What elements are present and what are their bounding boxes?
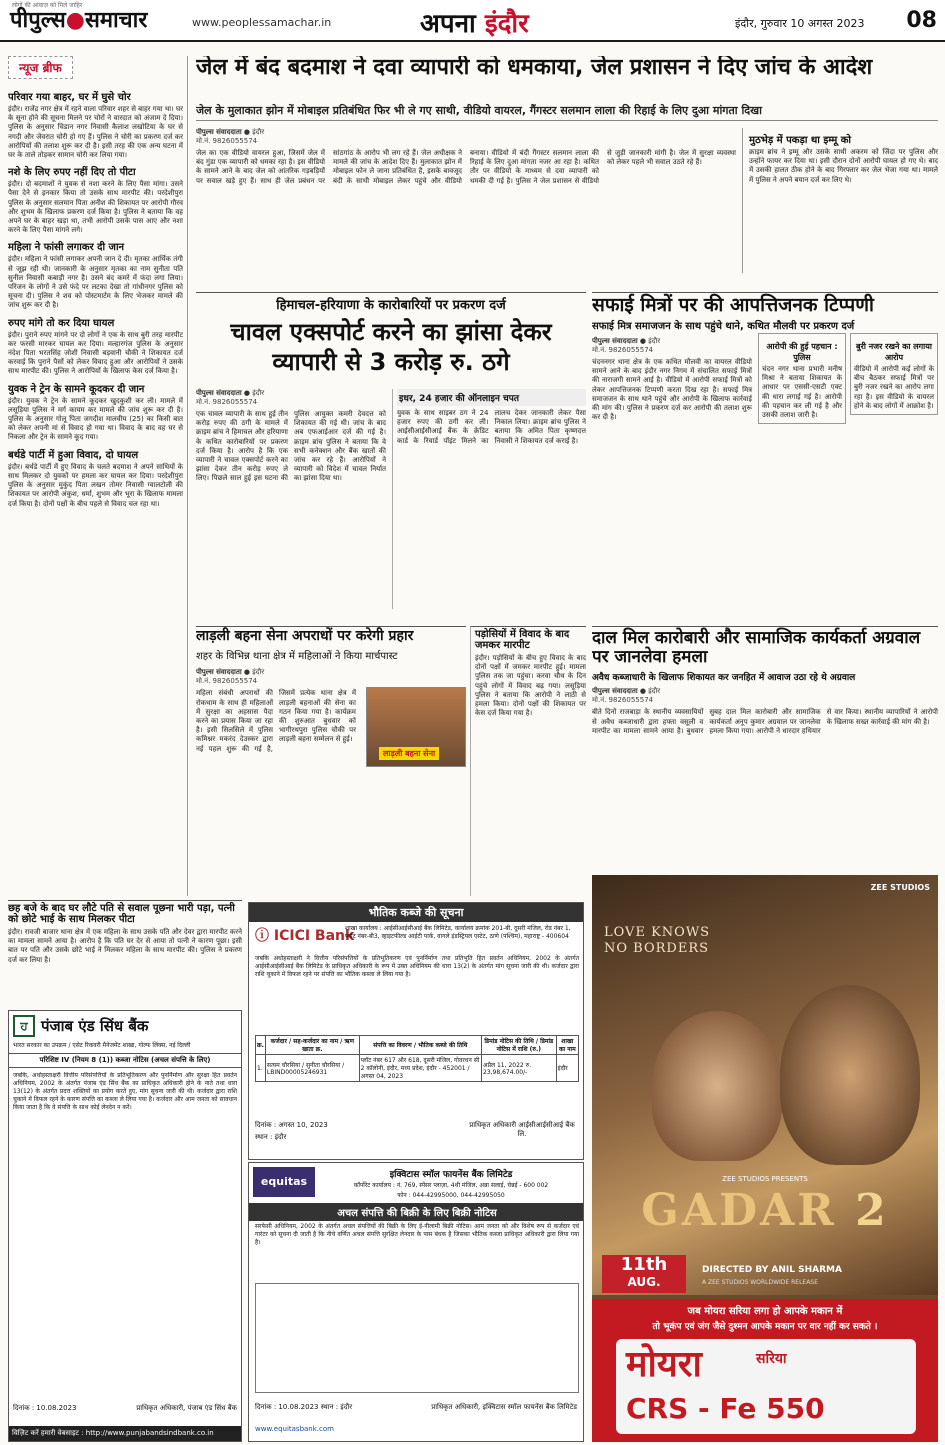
ladli-photo xyxy=(366,687,466,767)
rice-story-byline: पीपुल्स संवाददाता ● इंदौर xyxy=(196,389,265,397)
icici-cell: अप्रैल 11, 2022 रु. 23,98,674.00/- xyxy=(482,1055,557,1082)
equitas-date-place: दिनांक : 10.08.2023 स्थान : इंदौर xyxy=(255,1403,353,1411)
ladli-story-body: महिला संबंधी अपराधों की रोकथाम के साथ ही महिलाओं में सुरक्षा का अहसास पैदा करने का प्रयास किया जा रहा है। इसी सिलसिले में पुलिस कमिश्नर मकरंद देउस्कर द्वारा नई पहल शुरू की गई है, जिसमें प्रत्येक थाना क्षेत्र में लाड़ली बहनाओं की सेना का गठन किया गया है। कार्यक्रम की शुरुआत बुधवार को भागीरथपुरा पुलिस चौकी पर लाड़ली बहना सम्मेलन से हुई। xyxy=(196,689,356,753)
safai-box1-head: आरोपी की हुई पहचान : पुलिस xyxy=(766,342,838,362)
ladli-story-mobile: मो.नं. 9826055574 xyxy=(196,677,258,686)
byline-org: पीपुल्स संवाददाता xyxy=(196,389,242,397)
byline-city: इंदौर xyxy=(648,337,661,345)
byline-city: इंदौर xyxy=(648,687,661,696)
gadar2-release-day: 11th xyxy=(620,1254,668,1275)
jail-story-byline: पीपुल्स संवाददाता ● इंदौर xyxy=(196,128,265,136)
byline-city: इंदौर xyxy=(252,668,265,677)
jail-story-body-box xyxy=(196,128,736,268)
byline-org: पीपुल्स संवाददाता xyxy=(592,337,638,345)
dal-story-mobile: मो.नं. 9826055574 xyxy=(592,696,654,705)
icici-cell: 1. xyxy=(256,1055,266,1082)
safai-box1-body: चंदन नगर थाना प्रभारी मनीष मिश्रा ने बताया शिकायत के आधार पर एससी-एसटी एक्ट की धारा लगाई गई है। आरोपी की पहचान कर ली गई है और उसकी तलाश जारी है। xyxy=(762,365,842,420)
brand-separator: ● xyxy=(65,7,85,33)
jail-story-mobile: मो.नं. 9826055574 xyxy=(196,137,258,145)
equitas-sign: प्राधिकृत अधिकारी, इक्विटास स्मॉल फायनेंस बैंक लिमिटेड xyxy=(431,1403,577,1411)
dal-story xyxy=(592,626,938,871)
brief-title: नशे के लिए रुपए नहीं दिए तो पीटा xyxy=(8,167,136,179)
equitas-company: इक्विटास स्मॉल फायनेंस बैंक लिमिटेड xyxy=(389,1170,513,1180)
brief-body: इंदौर। पुराने रुपए मांगने पर दो लोगों ने एक के साथ बुरी तरह मारपीट कर फरसी मारकर घायल कर दिया। मल्हारगंज पुलिस के अनुसार नंदेश पिता भरतसिंह जोशी निवासी बड़वानी चौकी ने शिकायत दर्ज करवाई कि पुराने पैसों को लेकर विवाद हुआ और आरोपियों ने उसके साथ मारपीट की। पुलिस ने आरोपियों के खिलाफ केस दर्ज किया है। xyxy=(8,330,183,376)
equitas-body: सरफेसी अधिनियम, 2002 के अंतर्गत अचल संपत्तियों की बिक्री के लिए ई-नीलामी बिक्री नोटिस। आम जनता को और विशेष रूप से कर्जदार एवं गारंटर को सूचना दी जाती है कि नीचे वर्णित अचल संपत्ति सुरक्षित लेनदार के पास बंधक है जिसका भौतिक कब्जा प्राधिकृत अधिकारी द्वारा लिया गया है। xyxy=(255,1223,579,1246)
moira-ad xyxy=(592,1299,938,1442)
gadar2-presents: ZEE STUDIOS PRESENTS xyxy=(722,1175,808,1183)
gadar2-studio-tag: ZEE STUDIOS xyxy=(870,883,930,892)
jail-story-headline: जेल में बंद बदमाश ने दवा व्यापारी को धमकाया, जेल प्रशासन ने दिए जांच के आदेश xyxy=(196,56,873,80)
equitas-office: कॉर्पोरेट कार्यालय : नं. 769, स्पेंसर प्लाज़ा, 4थी मंजिल, अन्ना सलाई, चेन्नई - 600 002 xyxy=(353,1182,549,1189)
brand-logo xyxy=(10,4,147,34)
rice-sidebar-head: इधर, 24 हजार की ऑनलाइन चपत xyxy=(397,389,586,406)
dal-story-deck: अवैध कब्जाधारी के खिलाफ शिकायत कर जनहित में आवाज उठा रहे थे अग्रवाल xyxy=(592,673,856,684)
gadar2-tagline-2: NO BORDERS xyxy=(604,941,710,956)
wife-story xyxy=(8,900,242,1006)
icici-body: जबकि अधोहस्ताक्षरी ने वित्तीय परिसंपत्तियों के प्रतिभूतिकरण एवं पुनर्निर्माण तथा प्रतिभूति हित प्रवर्तन अधिनियम, 2002 के अंतर्गत आईसीआईसीआई बैंक लिमिटेड के प्राधिकृत अधिकारी के रूप में उक्त अधिनियम की धारा 13(2) के अंतर्गत मांग सूचना जारी की थी। कर्जदार द्वारा राशि चुकाने में विफल रहने पर संपत्ति का भौतिक कब्जा ले लिया गया है। xyxy=(255,955,579,978)
gadar2-ad xyxy=(592,875,938,1442)
page-number: 08 xyxy=(906,8,937,33)
icici-col-header: डिमांड नोटिस की तिथि / डिमांड नोटिस में राशि (रु.) xyxy=(482,1036,557,1055)
section-title xyxy=(420,4,529,40)
ladli-story xyxy=(196,626,466,896)
dal-story-body: बीते दिनों राजबाड़ा के स्थानीय व्यवसायियों से अवैध कब्जाधारी द्वारा हफ्ता वसूली व मारपीट का मामला सामने आया है। बुधवार सुबह दाल मिल कारोबारी और सामाजिक कार्यकर्ता अनूप कुमार अग्रवाल पर जानलेवा हमला किया गया। आरोपी ने धारदार हथियार से वार किया। स्थानीय व्यापारियों ने आरोपी के खिलाफ सख्त कार्रवाई की मांग की है। xyxy=(592,708,938,735)
jail-story-headline-box xyxy=(196,56,938,100)
rice-sidebar-body: युवक के साथ साइबर ठग ने 24 हजार रुपए की ठगी कर ली। आईसीआईसीआई बैंक के क्रेडिट कार्ड के रिवार्ड पॉइंट मिलने का लालच देकर जानकारी लेकर पैसा निकाल लिया। क्राइम ब्रांच पुलिस ने बताया कि अमित पिता कृष्णदत्त निवासी ने शिकायत दर्ज कराई है। xyxy=(397,409,586,445)
brief-title: महिला ने फांसी लगाकर दी जान xyxy=(8,242,125,254)
news-brief-tag: न्यूज ब्रीफ xyxy=(8,56,73,79)
pnb-office: भारत सरकार का उपक्रम / एसेट रिकवरी मैनेजमेंट शाखा, गोल्फ लिंक्स, नई दिल्ली xyxy=(13,1042,191,1049)
gadar2-release-badge xyxy=(602,1255,686,1293)
safai-story-mobile: मो.नं. 9826055574 xyxy=(592,346,654,354)
dateline: इंदौर, गुरुवार 10 अगस्त 2023 xyxy=(735,17,865,30)
ladli-photo-banner: लाड़ली बहना सेना xyxy=(379,747,439,760)
pnb-bank-name: पंजाब एंड सिंध बैंक xyxy=(41,1017,149,1035)
icici-col-header: संपत्ति का विवरण / भौतिक कब्जे की तिथि xyxy=(359,1036,481,1055)
section-title-a: अपना xyxy=(420,9,476,39)
icici-branch: शाखा कार्यालय : आईसीआईसीआई बैंक लिमिटेड, कार्यालय क्रमांक 201-बी, दूसरी मंजिल, रोड नंबर 1, प्लॉट नंबर-बी3, व्हाइटफील्ड आईटी पार्क, वागले इंडस्ट्रियल एस्टेट, ठाणे (पश्चिम), महाराष्ट्र - 400604 xyxy=(345,925,571,940)
moira-line-2: तो भूकंप एवं जंग जैसे दुश्मन आपके मकान पर वार नहीं कर सकते । xyxy=(652,1322,878,1332)
wife-story-headline: छह बजे के बाद घर लौटे पति से सवाल पूछना भारी पड़ा, पत्नी को छोटे भाई के साथ मिलकर पीटा xyxy=(8,903,235,925)
pnb-header xyxy=(9,1011,241,1041)
icici-banner: भौतिक कब्जे की सूचना xyxy=(249,903,583,922)
rice-story-headline: चावल एक्सपोर्ट करने का झांसा देकर व्यापारी से 3 करोड़ रु. ठगे xyxy=(230,318,552,376)
pnb-url[interactable]: विज़िट करें हमारी वेबसाइट : http://www.punjabandsindbank.co.in xyxy=(9,1426,241,1441)
brief-title: बर्थडे पार्टी में हुआ विवाद, दो घायल xyxy=(8,449,139,461)
brief-title: परिवार गया बाहर, घर में घुसे चोर xyxy=(8,92,131,103)
table-row xyxy=(256,1055,579,1082)
rice-story-mobile: मो.नं. 9826055574 xyxy=(196,398,258,406)
jail-story-body: जेल का एक वीडियो वायरल हुआ, जिसमें जेल में बंद गुंडा एक व्यापारी को धमका रहा है। इस वीडियो के सामने आने के बाद जेल को आंतरिक गड़बड़ियों पर सवाल खड़े हुए हैं। साथ ही जेल प्रबंधन पर सांठगांठ के आरोप भी लग रहे हैं। जेल अधीक्षक ने मामले की जांच के आदेश दिए हैं। मुलाकात झोन में मोबाइल फोन ले जाना प्रतिबंधित है, इसके बावजूद बंदी के साथी मोबाइल लेकर पहुंचे और वीडियो बनाया। वीडियो में बंदी गैंगस्टर सलमान लाला की रिहाई के लिए दुआ मांगता नजर आ रहा है। कथित तौर पर वीडियो के माध्यम से दवा व्यापारी को धमकी दी गई है। पुलिस ने जेल प्रशासन से वीडियो से जुड़ी जानकारी मांगी है। जेल में सुरक्षा व्यवस्था को लेकर पहले भी सवाल उठते रहे हैं। xyxy=(196,149,736,185)
icici-date: दिनांक : अगस्त 10, 2023 xyxy=(255,1121,328,1129)
equitas-sale-notice xyxy=(248,1162,584,1442)
icici-col-header: कर्जदार / सह-कर्जदार का नाम / ऋण खाता क्र. xyxy=(265,1036,359,1055)
icici-col-header: क्र. xyxy=(256,1036,266,1055)
moira-product-panel xyxy=(616,1339,916,1434)
neighbours-story-headline: पड़ोसियों में विवाद के बाद जमकर मारपीट xyxy=(475,629,570,651)
gadar2-tagline-1: LOVE KNOWS xyxy=(604,925,711,940)
icici-cell: सत्यम चौरसिया / सुनीता चौरसिया / LBIND00005246931 xyxy=(265,1055,359,1082)
equitas-site[interactable]: www.equitasbank.com xyxy=(255,1425,334,1433)
icici-bank-name: ICICI Bank xyxy=(273,928,355,944)
gadar2-face-left xyxy=(652,1011,782,1161)
icici-col-header: शाखा का नाम xyxy=(556,1036,578,1055)
safai-box2-body: वीडियो में आरोपी कई लोगों के बीच बैठकर सफाई मित्रों पर बुरी नजर रखने का आरोप लगा रहा है। इस वीडियो के वायरल होने के बाद लोगों में आक्रोश है। xyxy=(854,365,934,410)
byline-org: पीपुल्स संवाददाता xyxy=(196,128,242,136)
masthead-url[interactable]: www.peoplessamachar.in xyxy=(192,16,332,29)
ladli-story-headline: लाड़ली बहना सेना अपराधों पर करेगी प्रहार xyxy=(196,628,414,644)
encounter-body: क्राइम ब्रांच ने इम्मू और उसके साथी अकरम को जिंदा पर पुलिस और उन्होंने फायर कर दिया था। इसी दौरान दोनों आरोपी घायल हो गए थे। बाद में उसकी हालत ठीक होने के बाद गिरफ्तार कर जेल भेजा गया था। मामले में पुलिस ने अपने बयान दर्ज कर लिए थे। xyxy=(749,148,938,184)
moira-line-1: जब मोयरा सरिया लगा हो आपके मकान में xyxy=(687,1306,843,1317)
brief-title: रुपए मांगे तो कर दिया घायल xyxy=(8,317,115,329)
byline-org: पीपुल्स संवाददाता xyxy=(196,668,242,677)
gadar2-title-text: GADAR xyxy=(641,1185,837,1236)
icici-logo-icon: ⓘ xyxy=(255,928,269,944)
rice-story-body: एक चावल व्यापारी के साथ हुई तीन करोड़ रुपए की ठगी के मामले में क्राइम ब्रांच ने हिमाचल और हरियाणा के कथित कारोबारियों पर प्रकरण दर्ज किया है। आरोप है कि एक व्यापारी ने चावल एक्सपोर्ट करने का झांसा देकर तीन करोड़ रुपए ले लिए। पिछले साल हुई इस घटना की पुलिस आयुक्त कमरी देवदत्त को शिकायत की गई थी। जांच के बाद अब एफआईआर दर्ज की गई है। क्राइम ब्रांच पुलिस ने बताया कि वे सभी कनेक्शन और बैंक खातों की जांच कर रहे हैं। आरोपियों ने व्यापारी को विदेश में चावल निर्यात का झांसा दिया था। xyxy=(196,410,386,483)
dal-story-headline: दाल मिल कारोबारी और सामाजिक कार्यकर्ता अग्रवाल पर जानलेवा हमला xyxy=(592,628,921,667)
equitas-table xyxy=(255,1283,579,1393)
safai-story xyxy=(592,292,938,622)
safai-box2-head: बुरी नजर रखने का लगाया आरोप xyxy=(856,342,932,362)
section-title-b: इंदौर xyxy=(484,9,529,39)
gadar2-release-month: AUG. xyxy=(627,1275,661,1289)
pnb-sign: प्राधिकृत अधिकारी, पंजाब एंड सिंध बैंक xyxy=(136,1404,237,1412)
gadar2-face-right xyxy=(780,985,920,1165)
safai-story-deck: सफाई मित्र समाजजन के साथ पहुंचे थाने, कथित मौलवी पर प्रकरण दर्ज xyxy=(592,320,855,332)
news-brief-column xyxy=(8,56,188,896)
byline-org: पीपुल्स संवाददाता xyxy=(592,687,638,696)
pnb-body: जबकि, अधोहस्ताक्षरी वित्तीय परिसंपत्तियों के प्रतिभूतिकरण और पुनर्निर्माण और सुरक्षा हित प्रवर्तन अधिनियम, 2002 के अंतर्गत पंजाब एंड सिंध बैंक का प्राधिकृत अधिकारी होने के नाते तथा धारा 13(12) के अंतर्गत प्रदत्त शक्तियों का प्रयोग करते हुए, मांग सूचना जारी की थी। कर्जदार द्वारा राशि चुकाने में विफल रहने के कारण संपत्ति का कब्जा ले लिया गया है। कर्जदार और आम जनता को सावधान किया जाता है कि वे संपत्ति के साथ कोई लेनदेन न करें। xyxy=(13,1072,237,1111)
safai-story-headline: सफाई मित्रों पर की आपत्तिजनक टिप्पणी xyxy=(592,294,874,316)
pnb-logo-icon: ਹ xyxy=(13,1015,35,1037)
brand-part-b: समाचार xyxy=(84,7,148,33)
brief-body: इंदौर। महिला ने फांसी लगाकर अपनी जान दे दी। मृतका आर्थिक तंगी से जूझ रही थी। जानकारी के अनुसार मृतका का नाम सुनीता पति सुनील निवासी कबाड़ी नगर है। उसने बंद कमरे में फंदा लगा लिया। परिजन के लोगों ने उसे फंदे पर लटका देखा तो गांधीनगर पुलिस को सूचना दी। पुलिस ने शव को पोस्टमार्टम के लिए भेजकर मामले की जांच शुरू कर दी है। xyxy=(8,255,183,310)
encounter-box xyxy=(742,128,938,273)
equitas-title: अचल संपत्ति की बिक्री के लिए बिक्री नोटिस xyxy=(249,1203,584,1221)
wife-story-body: इंदौर। रावजी बाजार थाना क्षेत्र में एक महिला के साथ उसके पति और देवर द्वारा मारपीट करने का मामला सामने आया है। आरोप है कि पति घर देर से आया तो पत्नी ने कारण पूछा। इसी बात पर पति और उसके छोटे भाई ने मिलकर महिला के साथ मारपीट की। पुलिस ने प्रकरण दर्ज कर लिया है। xyxy=(8,928,242,964)
pnb-date: दिनांक : 10.08.2023 xyxy=(13,1404,77,1412)
icici-table xyxy=(255,1035,579,1082)
brief-title: युवक ने ट्रेन के सामने कूदकर दी जान xyxy=(8,383,145,395)
brand-part-a: पीपुल्स xyxy=(10,7,66,33)
rice-story-kicker: हिमाचल-हरियाणा के कारोबारियों पर प्रकरण दर्ज xyxy=(276,298,506,313)
pnb-possession-notice xyxy=(8,1010,242,1442)
dal-story-byline: पीपुल्स संवाददाता ● इंदौर xyxy=(592,687,661,696)
gadar2-title xyxy=(592,1185,938,1236)
encounter-headline: मुठभेड़ में पकड़ा था इम्मू को xyxy=(749,135,851,146)
icici-place: स्थान : इंदौर xyxy=(255,1133,287,1141)
pnb-notice-title: परिशिष्ट IV (नियम 8 (1)) कब्जा नोटिस (अचल संपत्ति के लिए) xyxy=(9,1053,241,1068)
icici-logo xyxy=(255,925,354,945)
gadar2-release-note: A ZEE STUDIOS WORLDWIDE RELEASE xyxy=(702,1279,818,1286)
icici-cell: प्लॉट नंबर 617 और 618, दूसरी मंजिल, गोवरधन सी 2 कॉलोनी, इंदौर, मध्य प्रदेश, इंदौर - 452001 / अगस्त 04, 2023 xyxy=(359,1055,481,1082)
brief-body: इंदौर। युवक ने ट्रेन के सामने कूदकर खुदकुशी कर ली। मामले में लसूड़िया पुलिस ने मर्ग कायम कर मामले की जांच शुरू कर दी है। पुलिस के अनुसार गोलू पिता जगदीश मालवीय (25) का किसी बात को लेकर अपनी मां से विवाद हो गया था। विवाद के बाद वह घर से निकला और ट्रेन के सामने कूद गया। xyxy=(8,396,183,442)
ladli-story-deck: शहर के विभिन्न थाना क्षेत्र में महिलाओं ने किया मार्चपास्ट xyxy=(196,651,398,663)
equitas-phone: फोन : 044-42995000, 044-42995050 xyxy=(397,1192,505,1199)
neighbours-story-body: इंदौर। पड़ोसियों के बीच हुए विवाद के बाद दोनों पक्षों में जमकर मारपीट हुई। मामला पुलिस तक जा पहुंचा। करवा चौथ के दिन पहुंचे लोगों में विवाद बढ़ गया। लसूड़िया पुलिस ने बताया कि आरोपी ने लाठी से हमला किया। दोनों पक्षों की शिकायत पर केस दर्ज किया गया है। xyxy=(475,654,586,718)
ladli-story-byline: पीपुल्स संवाददाता ● इंदौर xyxy=(196,668,265,677)
gadar2-director: DIRECTED BY ANIL SHARMA xyxy=(702,1265,842,1275)
moira-product: CRS - Fe 550 xyxy=(626,1392,825,1425)
icici-possession-notice xyxy=(248,902,584,1160)
jail-story-deck: जेल के मुलाकात झोन में मोबाइल प्रतिबंधित फिर भी ले गए साथी, वीडियो वायरल, गैंगस्टर सलमान लाला की रिहाई के लिए दुआ मांगता दिखा xyxy=(196,104,762,117)
byline-city: इंदौर xyxy=(252,389,265,397)
moira-brand: मोयरा xyxy=(626,1344,702,1385)
moira-brand-sub: सरिया xyxy=(756,1351,787,1367)
byline-city: इंदौर xyxy=(252,128,265,136)
gadar2-title-number: 2 xyxy=(855,1185,889,1236)
icici-sign: प्राधिकृत अधिकारी आईसीआईसीआई बैंक लि. xyxy=(469,1121,575,1138)
brief-body: इंदौर। राजेंद्र नगर क्षेत्र में रहने वाला परिवार शहर से बाहर गया था। घर के सूना होने की सूचना मिलने पर चोरों ने वारदात को अंजाम दे दिया। पुलिस के अनुसार चिडान नगर निवासी कैलाश लखोटिया के घर से नगदी और जेवरात चोरी हो गए हैं। पुलिस ने चोरी का प्रकरण दर्ज कर आरोपियों की तलाश शुरू कर दी है। इसी तरह की एक अन्य घटना में घर के ताले तोड़कर सामान चोरी कर लिया गया। xyxy=(8,105,183,160)
safai-story-body: चंदननगर थाना क्षेत्र के एक कथित मौलवी का वायरल वीडियो सामने आने के बाद इंदौर नगर निगम में संचालित सफाई मित्रों की नाराजगी सामने आई है। वीडियो में आरोपी सफाई मित्रों को लेकर आपत्तिजनक टिप्पणी करता दिख रहा है। सफाई मित्र समाजजन के साथ थाने पहुंचे और आरोपी के खिलाफ कार्रवाई की मांग की। पुलिस ने प्रकरण दर्ज कर आरोपी की तलाश शुरू कर दी है। xyxy=(592,358,752,422)
safai-story-byline: पीपुल्स संवाददाता ● इंदौर xyxy=(592,337,661,345)
masthead-tagline: लोगों की आवाज़ को मिले जाहिर xyxy=(12,2,83,9)
brief-body: इंदौर। बर्थडे पार्टी में हुए विवाद के चलते बदमाश ने अपने साथियों के साथ मिलकर दो युवकों पर हमला कर घायल कर दिया। परदेशीपुरा पुलिस के अनुसार मुकुंद पिता लखन तोमर निवासी ग्वालटोली की शिकायत पर आरोपी अंकुश, धर्मा, शुभम और भूरा के खिलाफ मामला दर्ज किया है। दोनों पक्षों के बीच पहले से विवाद चल रहा था। xyxy=(8,462,183,508)
rice-story xyxy=(196,292,586,622)
brief-body: इंदौर। दो बदमाशों ने युवक से नशा करने के लिए पैसा मांगा। उसने पैसा देने से इनकार किया तो उसके साथ मारपीट की। परदेशीपुरा पुलिस के अनुसार सलमान पिता अनीश की शिकायत पर आरोपी गौरव और शुभम के खिलाफ प्रकरण दर्ज किया है। पुलिस ने बताया कि वह अपने घर के बाहर खड़ा था, तभी आरोपी उसके पास आए और नशा करने के लिए पैसा मांगने लगे। xyxy=(8,180,183,235)
neighbours-story xyxy=(470,626,586,896)
jail-story-deck-box xyxy=(196,103,938,121)
icici-cell: इंदौर xyxy=(556,1055,578,1082)
equitas-logo: equitas xyxy=(253,1167,315,1197)
masthead xyxy=(0,0,945,42)
